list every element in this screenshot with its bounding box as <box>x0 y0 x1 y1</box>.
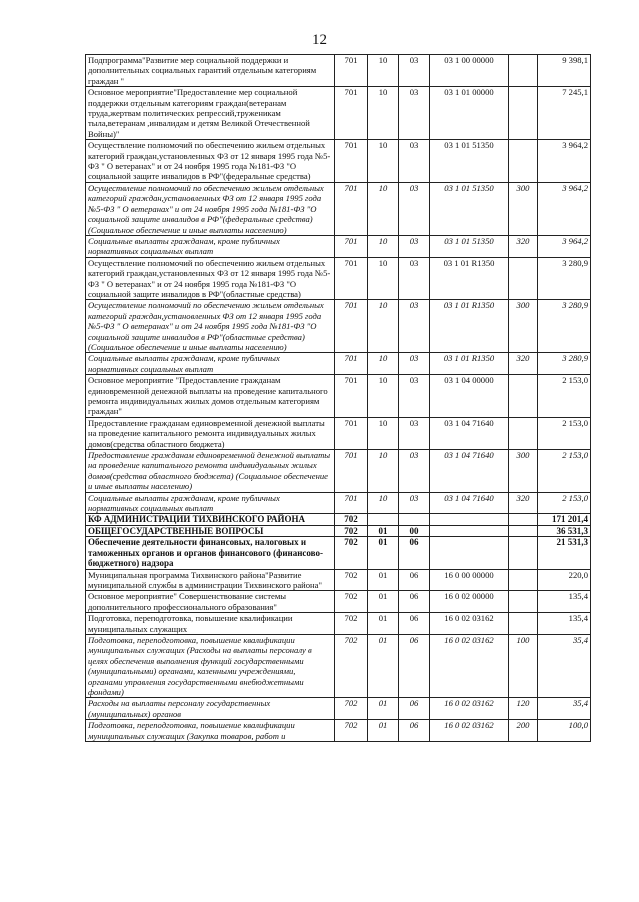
row-name-cell: Подготовка, переподготовка, повышение квалификации муниципальных служащих (Закупка товаров, работ и <box>86 720 335 742</box>
row-target-article-cell: 03 1 01 51350 <box>430 140 509 183</box>
row-expense-type-cell <box>509 375 538 418</box>
table-row <box>86 613 591 635</box>
row-amount-cell: 3 280,9 <box>538 300 591 353</box>
row-amount-cell: 135,4 <box>538 613 591 635</box>
row-name-cell: Осуществление полномочий по обеспечению жильем отдельных категорий граждан,установленных ФЗ от 12 января 1995 года №5-ФЗ " О ветеранах" и от 24 ноября 1995 года №181-ФЗ "О социальной защите инвалидов в РФ"(областные средства) (Социальное обеспечение и иные выплаты населению) <box>86 300 335 353</box>
row-target-article-cell: 03 1 04 71640 <box>430 450 509 493</box>
row-target-article-cell: 16 0 02 00000 <box>430 591 509 613</box>
row-amount-cell: 2 153,0 <box>538 492 591 514</box>
row-amount-cell: 21 531,3 <box>538 537 591 569</box>
row-section-code-cell: 10 <box>368 300 399 353</box>
table-row <box>86 235 591 257</box>
row-section-code-cell: 01 <box>368 634 399 697</box>
row-expense-type-cell <box>509 257 538 300</box>
row-department-code-cell: 701 <box>335 375 368 418</box>
table-row <box>86 140 591 183</box>
row-name-cell: Обеспечение деятельности финансовых, налоговых и таможенных органов и органов финансового (финансово-бюджетного) надзора <box>86 537 335 569</box>
row-amount-cell: 3 964,2 <box>538 182 591 235</box>
row-expense-type-cell <box>509 514 538 525</box>
table-row <box>86 698 591 720</box>
row-amount-cell: 3 964,2 <box>538 140 591 183</box>
row-section-code-cell: 01 <box>368 591 399 613</box>
row-department-code-cell: 701 <box>335 492 368 514</box>
table-row <box>86 492 591 514</box>
row-name-cell: Основное мероприятие"Предоставление мер социальной поддержки отдельным категориям граждан(ветеранам труда,жертвам политических репрессий,труженикам тыла,ветеранам ,инвалидам и детям Великой Отечественной Войны)" <box>86 87 335 140</box>
row-expense-type-cell <box>509 591 538 613</box>
row-subsection-code-cell: 06 <box>399 569 430 591</box>
row-department-code-cell: 702 <box>335 525 368 536</box>
row-department-code-cell: 702 <box>335 634 368 697</box>
row-target-article-cell: 16 0 02 03162 <box>430 634 509 697</box>
row-target-article-cell: 03 1 01 00000 <box>430 87 509 140</box>
row-department-code-cell: 701 <box>335 353 368 375</box>
row-department-code-cell: 701 <box>335 300 368 353</box>
row-subsection-code-cell: 03 <box>399 375 430 418</box>
row-name-cell: Предоставление гражданам единовременной денежной выплаты на проведение капитального ремонта индивидуальных жилых домов(средства областного бюджета) (Социальное обеспечение и иные выплаты населению) <box>86 450 335 493</box>
row-department-code-cell: 701 <box>335 417 368 449</box>
row-expense-type-cell <box>509 537 538 569</box>
row-target-article-cell: 03 1 01 R1350 <box>430 257 509 300</box>
table-row <box>86 634 591 697</box>
row-name-cell: Основное мероприятие "Предоставление гражданам единовременной денежной выплаты на проведение капитального ремонта индивидуальных жилых домов отдельным категориям граждан" <box>86 375 335 418</box>
row-expense-type-cell: 200 <box>509 720 538 742</box>
row-target-article-cell <box>430 514 509 525</box>
table-row <box>86 525 591 536</box>
row-expense-type-cell: 300 <box>509 300 538 353</box>
row-amount-cell: 220,0 <box>538 569 591 591</box>
row-target-article-cell: 03 1 04 71640 <box>430 492 509 514</box>
row-target-article-cell: 03 1 00 00000 <box>430 55 509 87</box>
row-section-code-cell: 10 <box>368 87 399 140</box>
table-row <box>86 537 591 569</box>
row-department-code-cell: 701 <box>335 55 368 87</box>
row-department-code-cell: 701 <box>335 87 368 140</box>
row-department-code-cell: 702 <box>335 569 368 591</box>
row-section-code-cell: 01 <box>368 720 399 742</box>
row-name-cell: Социальные выплаты гражданам, кроме публичных нормативных социальных выплат <box>86 353 335 375</box>
row-name-cell: Предоставление гражданам единовременной денежной выплаты на проведение капитального ремонта индивидуальных жилых домов(средства областного бюджета) <box>86 417 335 449</box>
table-row <box>86 375 591 418</box>
row-target-article-cell <box>430 525 509 536</box>
table-row <box>86 450 591 493</box>
row-amount-cell: 9 398,1 <box>538 55 591 87</box>
table-row <box>86 591 591 613</box>
row-amount-cell: 2 153,0 <box>538 417 591 449</box>
table-row <box>86 182 591 235</box>
row-expense-type-cell <box>509 87 538 140</box>
row-department-code-cell: 702 <box>335 698 368 720</box>
row-subsection-code-cell: 03 <box>399 353 430 375</box>
row-name-cell: Основное мероприятие" Совершенствование системы дополнительного профессионального образования" <box>86 591 335 613</box>
row-amount-cell: 36 531,3 <box>538 525 591 536</box>
row-subsection-code-cell: 06 <box>399 698 430 720</box>
table-row <box>86 417 591 449</box>
row-subsection-code-cell: 06 <box>399 720 430 742</box>
row-amount-cell: 3 964,2 <box>538 235 591 257</box>
page-number: 12 <box>312 32 327 48</box>
row-expense-type-cell: 320 <box>509 353 538 375</box>
row-name-cell: Расходы на выплаты персоналу государственных (муниципальных) органов <box>86 698 335 720</box>
row-expense-type-cell: 120 <box>509 698 538 720</box>
budget-table-body <box>86 55 591 742</box>
row-subsection-code-cell: 03 <box>399 300 430 353</box>
row-department-code-cell: 701 <box>335 450 368 493</box>
row-subsection-code-cell <box>399 514 430 525</box>
row-subsection-code-cell: 03 <box>399 87 430 140</box>
row-subsection-code-cell: 03 <box>399 450 430 493</box>
row-target-article-cell: 03 1 01 51350 <box>430 235 509 257</box>
row-section-code-cell: 01 <box>368 569 399 591</box>
row-section-code-cell: 10 <box>368 235 399 257</box>
row-amount-cell: 7 245,1 <box>538 87 591 140</box>
row-amount-cell: 171 201,4 <box>538 514 591 525</box>
row-target-article-cell: 16 0 02 03162 <box>430 720 509 742</box>
row-expense-type-cell <box>509 525 538 536</box>
row-target-article-cell: 03 1 01 51350 <box>430 182 509 235</box>
row-section-code-cell: 01 <box>368 698 399 720</box>
row-section-code-cell: 01 <box>368 613 399 635</box>
row-target-article-cell: 03 1 01 R1350 <box>430 300 509 353</box>
row-target-article-cell: 03 1 01 R1350 <box>430 353 509 375</box>
row-target-article-cell: 16 0 02 03162 <box>430 613 509 635</box>
row-department-code-cell: 702 <box>335 720 368 742</box>
row-name-cell: Подпрограмма"Развитие мер социальной поддержки и дополнительных социальных гарантий отдельным категориям граждан " <box>86 55 335 87</box>
row-target-article-cell: 03 1 04 00000 <box>430 375 509 418</box>
row-name-cell: Подготовка, переподготовка, повышение квалификации муниципальных служащих <box>86 613 335 635</box>
row-expense-type-cell <box>509 613 538 635</box>
row-amount-cell: 3 280,9 <box>538 353 591 375</box>
row-expense-type-cell <box>509 417 538 449</box>
row-amount-cell: 135,4 <box>538 591 591 613</box>
row-section-code-cell: 10 <box>368 55 399 87</box>
row-name-cell: Муниципальная программа Тихвинского района"Развитие муниципальной службы в администрации Тихвинского района" <box>86 569 335 591</box>
row-subsection-code-cell: 06 <box>399 537 430 569</box>
row-expense-type-cell <box>509 569 538 591</box>
table-row <box>86 569 591 591</box>
row-section-code-cell: 10 <box>368 182 399 235</box>
row-section-code-cell: 10 <box>368 417 399 449</box>
row-amount-cell: 35,4 <box>538 634 591 697</box>
row-section-code-cell: 10 <box>368 353 399 375</box>
row-amount-cell: 3 280,9 <box>538 257 591 300</box>
table-row <box>86 720 591 742</box>
row-subsection-code-cell: 06 <box>399 591 430 613</box>
row-target-article-cell <box>430 537 509 569</box>
row-expense-type-cell: 300 <box>509 450 538 493</box>
row-section-code-cell: 10 <box>368 375 399 418</box>
row-subsection-code-cell: 03 <box>399 492 430 514</box>
row-department-code-cell: 701 <box>335 235 368 257</box>
row-name-cell: КФ АДМИНИСТРАЦИИ ТИХВИНСКОГО РАЙОНА <box>86 514 335 525</box>
table-row <box>86 87 591 140</box>
row-target-article-cell: 16 0 02 03162 <box>430 698 509 720</box>
row-section-code-cell: 10 <box>368 492 399 514</box>
row-section-code-cell: 10 <box>368 257 399 300</box>
row-amount-cell: 100,0 <box>538 720 591 742</box>
row-subsection-code-cell: 06 <box>399 613 430 635</box>
row-amount-cell: 35,4 <box>538 698 591 720</box>
budget-table <box>85 54 591 742</box>
row-target-article-cell: 03 1 04 71640 <box>430 417 509 449</box>
row-subsection-code-cell: 03 <box>399 55 430 87</box>
row-subsection-code-cell: 03 <box>399 417 430 449</box>
row-department-code-cell: 701 <box>335 257 368 300</box>
row-department-code-cell: 701 <box>335 182 368 235</box>
row-subsection-code-cell: 03 <box>399 235 430 257</box>
row-subsection-code-cell: 06 <box>399 634 430 697</box>
table-row <box>86 257 591 300</box>
row-department-code-cell: 702 <box>335 591 368 613</box>
row-subsection-code-cell: 03 <box>399 257 430 300</box>
row-section-code-cell: 10 <box>368 450 399 493</box>
row-name-cell: Подготовка, переподготовка, повышение квалификации муниципальных служащих (Расходы на выплаты персоналу в целях обеспечения выполнения функций государственными (муниципальными) органами, казенными учреждениями, органами управления государственными внебюджетными фондами) <box>86 634 335 697</box>
row-expense-type-cell: 300 <box>509 182 538 235</box>
row-subsection-code-cell: 00 <box>399 525 430 536</box>
row-name-cell: Социальные выплаты гражданам, кроме публичных нормативных социальных выплат <box>86 235 335 257</box>
row-name-cell: Осуществление полномочий по обеспечению жильем отдельных категорий граждан,установленных ФЗ от 12 января 1995 года №5-ФЗ " О ветеранах" и от 24 ноября 1995 года №181-ФЗ "О социальной защите инвалидов в РФ"(федеральные средства) (Социальное обеспечение и иные выплаты населению) <box>86 182 335 235</box>
row-section-code-cell <box>368 514 399 525</box>
row-amount-cell: 2 153,0 <box>538 375 591 418</box>
row-department-code-cell: 702 <box>335 537 368 569</box>
row-name-cell: ОБЩЕГОСУДАРСТВЕННЫЕ ВОПРОСЫ <box>86 525 335 536</box>
row-amount-cell: 2 153,0 <box>538 450 591 493</box>
row-department-code-cell: 702 <box>335 613 368 635</box>
row-expense-type-cell: 320 <box>509 235 538 257</box>
table-row <box>86 55 591 87</box>
row-section-code-cell: 01 <box>368 537 399 569</box>
row-section-code-cell: 10 <box>368 140 399 183</box>
table-row <box>86 300 591 353</box>
row-subsection-code-cell: 03 <box>399 182 430 235</box>
row-subsection-code-cell: 03 <box>399 140 430 183</box>
row-department-code-cell: 702 <box>335 514 368 525</box>
row-name-cell: Осуществление полномочий по обеспечению жильем отдельных категорий граждан,установленных ФЗ от 12 января 1995 года №5-ФЗ " О ветеранах" и от 24 ноября 1995 года №181-ФЗ "О социальной защите инвалидов в РФ"(областные средства) <box>86 257 335 300</box>
table-row <box>86 514 591 525</box>
row-section-code-cell: 01 <box>368 525 399 536</box>
row-expense-type-cell <box>509 55 538 87</box>
row-department-code-cell: 701 <box>335 140 368 183</box>
row-expense-type-cell: 320 <box>509 492 538 514</box>
row-expense-type-cell: 100 <box>509 634 538 697</box>
row-expense-type-cell <box>509 140 538 183</box>
row-name-cell: Осуществление полномочий по обеспечению жильем отдельных категорий граждан,установленных ФЗ от 12 января 1995 года №5-ФЗ " О ветеранах" и от 24 ноября 1995 года №181-ФЗ "О социальной защите инвалидов в РФ"(федеральные средства) <box>86 140 335 183</box>
table-row <box>86 353 591 375</box>
row-target-article-cell: 16 0 00 00000 <box>430 569 509 591</box>
row-name-cell: Социальные выплаты гражданам, кроме публичных нормативных социальных выплат <box>86 492 335 514</box>
